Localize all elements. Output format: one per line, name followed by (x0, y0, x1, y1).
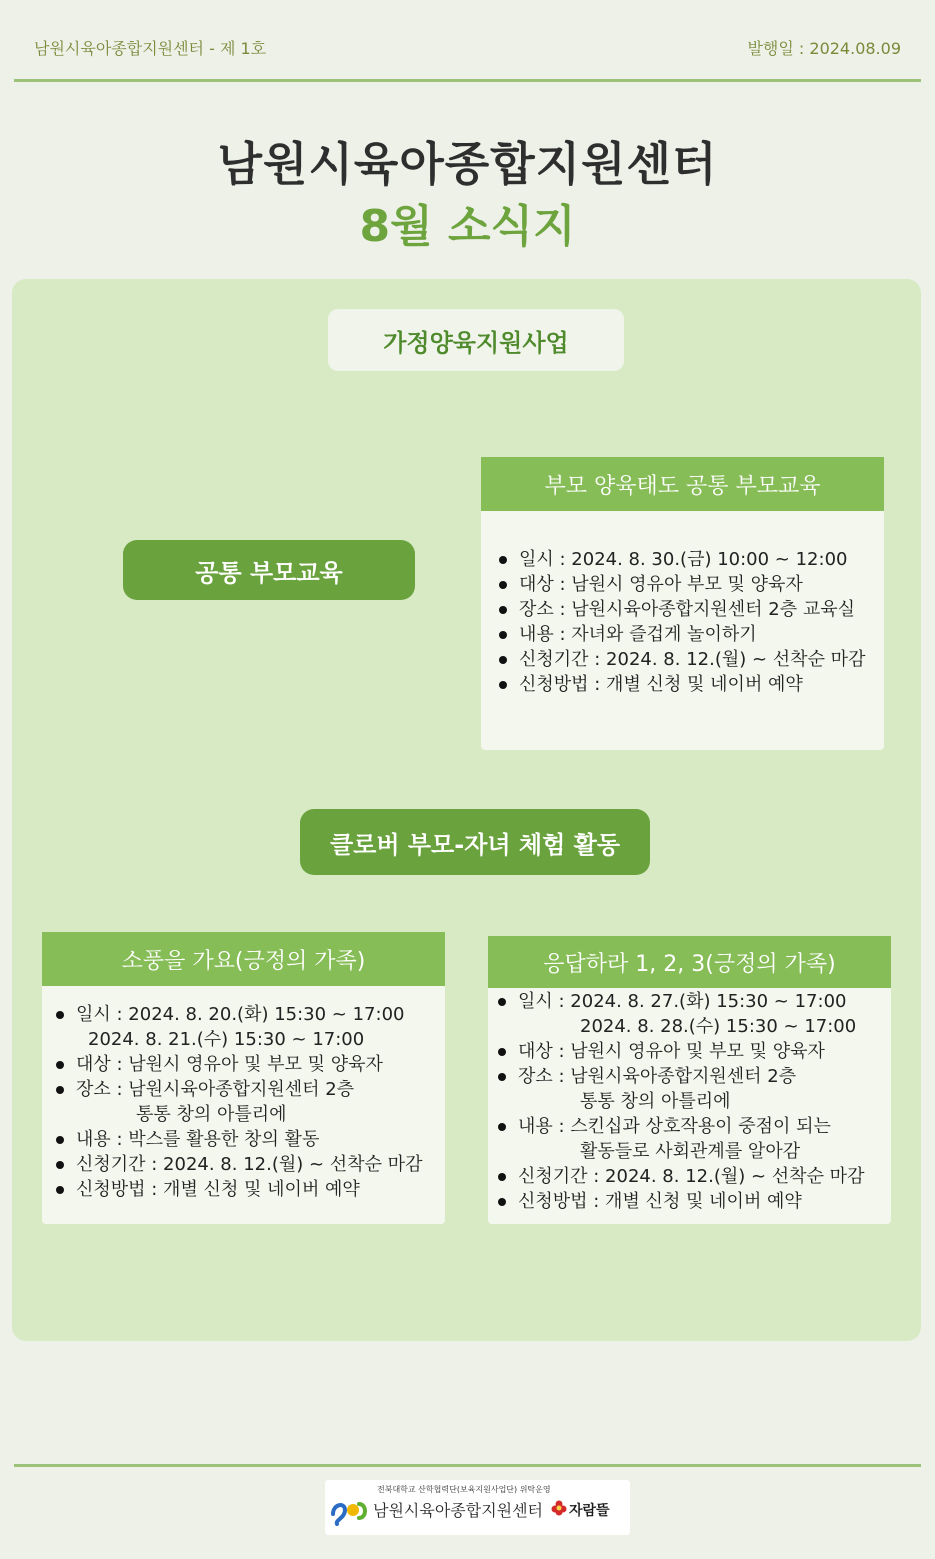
list-item: 신청기간 : 2024. 8. 12.(월) ~ 선착순 마감 (54, 1152, 422, 1177)
program-card-picnic (42, 932, 445, 1224)
page-title: 남원시육아종합지원센터 (217, 137, 718, 191)
info-list (497, 547, 865, 697)
logo-brand-name: 자람뜰 (569, 1503, 610, 1519)
card-title: 부모 양육태도 공통 부모교육 (481, 457, 884, 511)
list-item-continued: 2024. 8. 28.(수) 15:30 ~ 17:00 (580, 1016, 857, 1037)
list-item-continued: 2024. 8. 21.(수) 15:30 ~ 17:00 (88, 1029, 365, 1050)
list-item: 대상 : 남원시 영유아 및 부모 및 양육자 (496, 1039, 864, 1064)
list-item: 신청기간 : 2024. 8. 12.(월) ~ 선착순 마감 (496, 1164, 864, 1189)
program-pill-clover-activity: 클로버 부모-자녀 체험 활동 (300, 809, 650, 875)
logo-operator-text: 전북대학교 산학협력단(보육지원사업단) 위탁운영 (377, 1485, 551, 1494)
list-item-continued: 통통 창의 아틀리에 (136, 1104, 287, 1125)
list-item: 대상 : 남원시 영유아 부모 및 양육자 (497, 572, 865, 597)
list-item: 신청방법 : 개별 신청 및 네이버 예약 (496, 1189, 864, 1214)
footer-logo (325, 1480, 630, 1535)
card-title: 응답하라 1, 2, 3(긍정의 가족) (488, 936, 891, 988)
list-item: 내용 : 스킨십과 상호작용이 중점이 되는 (496, 1114, 864, 1139)
list-item: 신청방법 : 개별 신청 및 네이버 예약 (497, 672, 865, 697)
list-item: 내용 : 박스를 활용한 창의 활동 (54, 1127, 422, 1152)
card-title: 소풍을 가요(긍정의 가족) (42, 932, 445, 986)
list-item: 장소 : 남원시육아종합지원센터 2층 교육실 (497, 597, 865, 622)
publish-date: 발행일 : 2024.08.09 (747, 39, 901, 58)
footer-divider (14, 1464, 921, 1467)
list-item-continued: 통통 창의 아틀리에 (580, 1091, 731, 1112)
flower-icon (551, 1500, 567, 1516)
list-item: 일시 : 2024. 8. 30.(금) 10:00 ~ 12:00 (497, 547, 865, 572)
list-item: 일시 : 2024. 8. 20.(화) 15:30 ~ 17:00 (54, 1002, 422, 1027)
page-subtitle: 8월 소식지 (359, 201, 576, 252)
center-logo-icon (329, 1494, 369, 1526)
list-item: 신청방법 : 개별 신청 및 네이버 예약 (54, 1177, 422, 1202)
header-bar (14, 30, 921, 82)
list-item: 일시 : 2024. 8. 27.(화) 15:30 ~ 17:00 (496, 989, 864, 1014)
list-item-continued: 활동들로 사회관계를 알아감 (580, 1141, 801, 1162)
list-item: 장소 : 남원시육아종합지원센터 2층 (54, 1077, 422, 1102)
issue-label: 남원시육아종합지원센터 - 제 1호 (34, 39, 267, 58)
content-panel (12, 279, 921, 1341)
info-list (496, 989, 864, 1214)
info-list (54, 1002, 422, 1202)
list-item: 대상 : 남원시 영유아 및 부모 및 양육자 (54, 1052, 422, 1077)
logo-center-name: 남원시육아종합지원센터 (373, 1501, 544, 1520)
program-pill-common-education: 공통 부모교육 (123, 540, 415, 600)
list-item: 내용 : 자녀와 즐겁게 놀이하기 (497, 622, 865, 647)
section-title: 가정양육지원사업 (328, 309, 624, 371)
program-card-respond (488, 936, 891, 1224)
list-item: 장소 : 남원시육아종합지원센터 2층 (496, 1064, 864, 1089)
program-card-common-education (481, 457, 884, 750)
list-item: 신청기간 : 2024. 8. 12.(월) ~ 선착순 마감 (497, 647, 865, 672)
